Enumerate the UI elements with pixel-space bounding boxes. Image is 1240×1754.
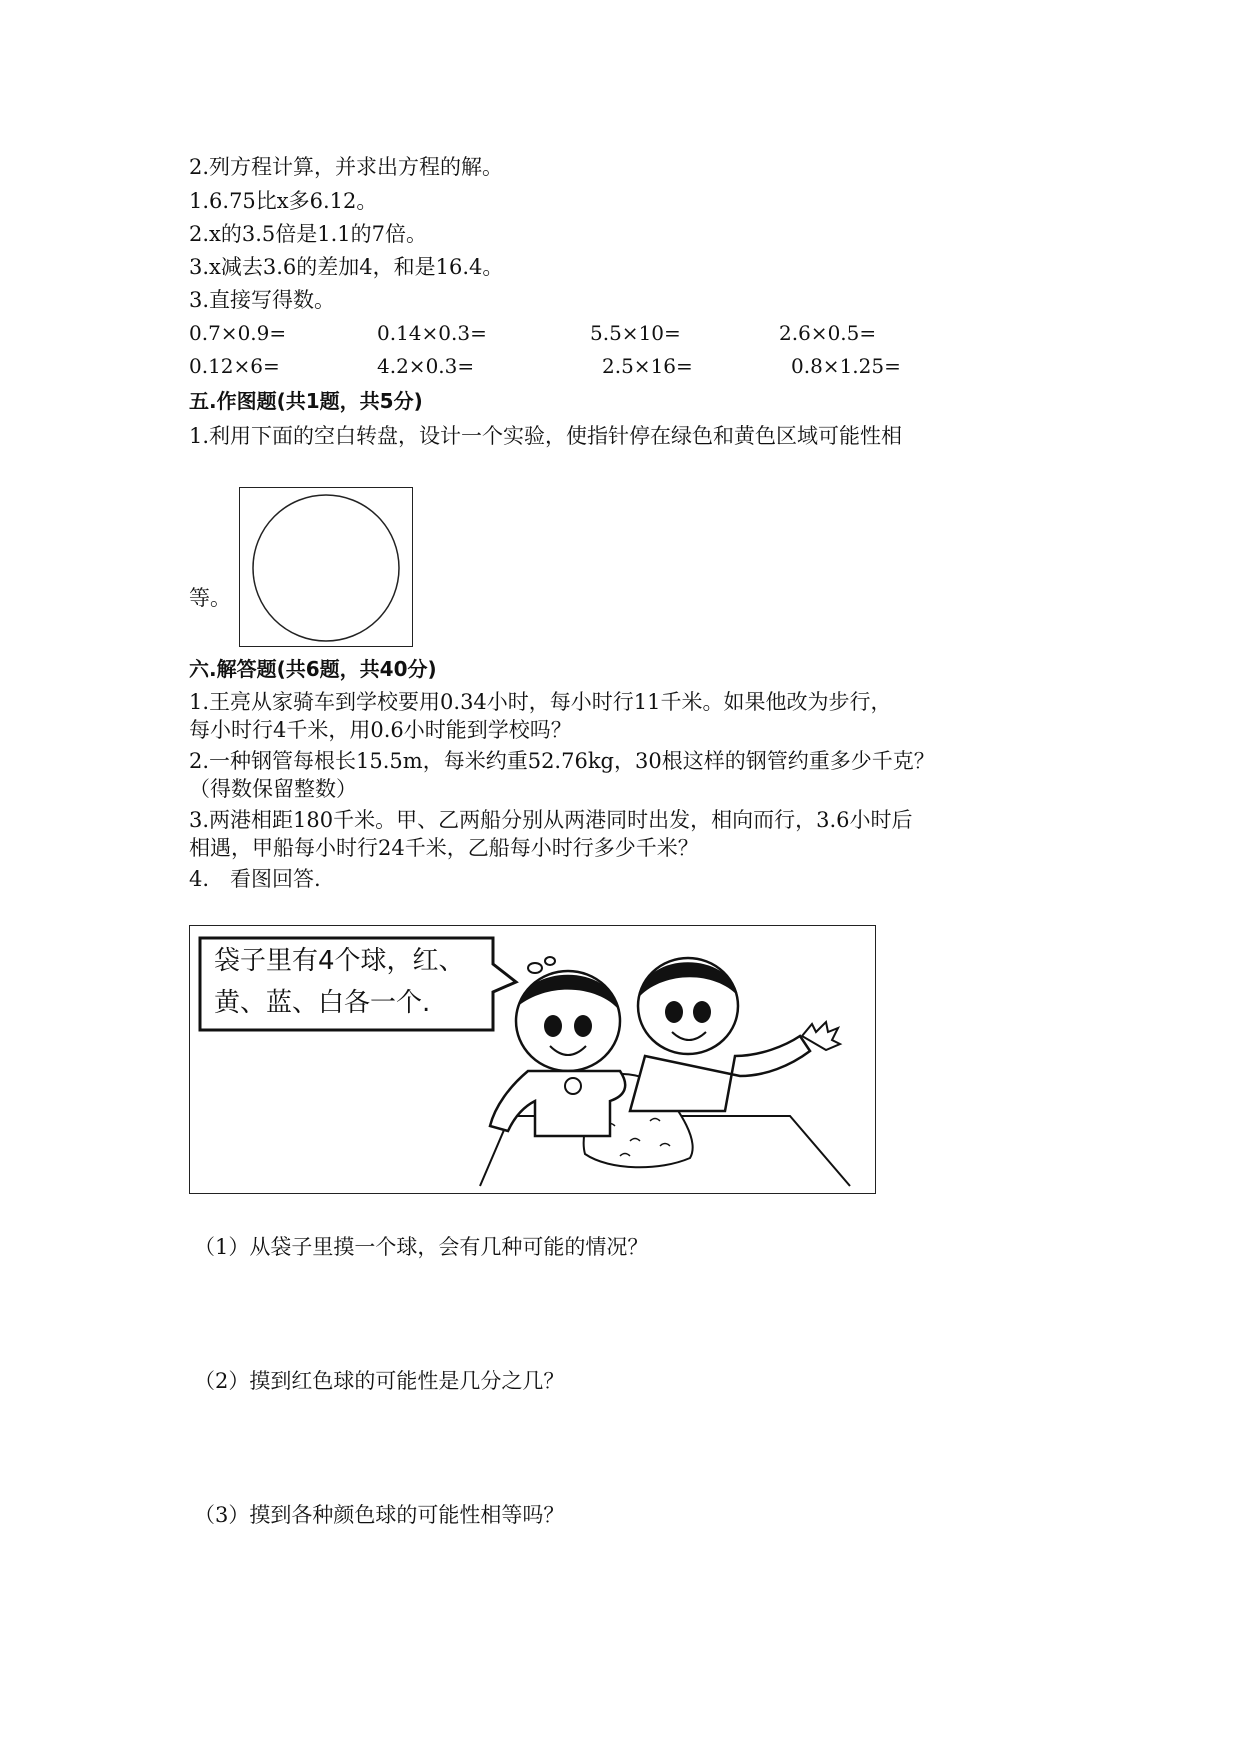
boy2-eye-left — [665, 1001, 683, 1023]
q2-title: 2.列方程计算，并求出方程的解。 — [189, 155, 504, 179]
sub-question-3: （3）摸到各种颜色球的可能性相等吗？ — [194, 1503, 565, 1527]
section-five-q1: 1.利用下面的空白转盘，设计一个实验，使指针停在绿色和黄色区域可能性相 — [189, 424, 903, 448]
calc-r2-c1: 0.12×6= — [189, 354, 280, 378]
blank-spinner[interactable] — [239, 487, 413, 647]
bubble-line-2: 黄、蓝、白各一个. — [214, 988, 431, 1018]
six-q2-line1: 2.一种钢管每根长15.5m，每米约重52.76kg，30根这样的钢管约重多少千克？ — [189, 749, 935, 773]
calc-r2-c3: 2.5×16= — [602, 354, 693, 378]
boy2-body — [630, 1036, 810, 1111]
boy1-body — [490, 1071, 625, 1136]
puff-1 — [528, 963, 542, 973]
six-q2-line2: （得数保留整数） — [189, 777, 357, 801]
calc-r1-c2: 0.14×0.3= — [377, 321, 487, 345]
calc-r1-c4: 2.6×0.5= — [779, 321, 877, 345]
section-six-heading: 六.解答题(共6题，共40分) — [189, 657, 437, 681]
calc-r2-c2: 4.2×0.3= — [377, 354, 475, 378]
q2-item-3: 3.x减去3.6的差加4，和是16.4。 — [189, 255, 504, 279]
six-q3-line2: 相遇，甲船每小时行24千米，乙船每小时行多少千米？ — [189, 836, 699, 860]
boy2-eye-right — [693, 1001, 711, 1023]
boy1-eye-left — [544, 1015, 562, 1037]
section-five-q1-tail: 等。 — [189, 586, 231, 610]
calc-r1-c1: 0.7×0.9= — [189, 321, 287, 345]
sub-question-1: （1）从袋子里摸一个球，会有几种可能的情况？ — [194, 1235, 649, 1259]
six-q1-line2: 每小时行4千米，用0.6小时能到学校吗？ — [189, 718, 572, 742]
six-q3-line1: 3.两港相距180千米。甲、乙两船分别从两港同时出发，相向而行，3.6小时后 — [189, 808, 913, 832]
q2-item-2: 2.x的3.5倍是1.1的7倍。 — [189, 222, 428, 246]
spinner-circle — [253, 495, 399, 641]
calc-r1-c3: 5.5×10= — [590, 321, 681, 345]
six-q4-title: 4. 看图回答. — [189, 867, 321, 891]
illustration-ball-bag — [189, 925, 876, 1194]
spinner-circle-svg — [240, 488, 412, 646]
q3-title: 3.直接写得数。 — [189, 288, 336, 312]
six-q1-line1: 1.王亮从家骑车到学校要用0.34小时，每小时行11千米。如果他改为步行， — [189, 690, 892, 714]
section-five-heading: 五.作图题(共1题，共5分) — [189, 389, 423, 413]
boy1-eye-right — [574, 1015, 592, 1037]
sub-question-2: （2）摸到红色球的可能性是几分之几？ — [194, 1369, 565, 1393]
q2-item-1: 1.6.75比x多6.12。 — [189, 189, 378, 213]
puff-2 — [545, 957, 555, 965]
calc-r2-c4: 0.8×1.25= — [791, 354, 901, 378]
bubble-line-1: 袋子里有4个球，红、 — [214, 946, 465, 976]
